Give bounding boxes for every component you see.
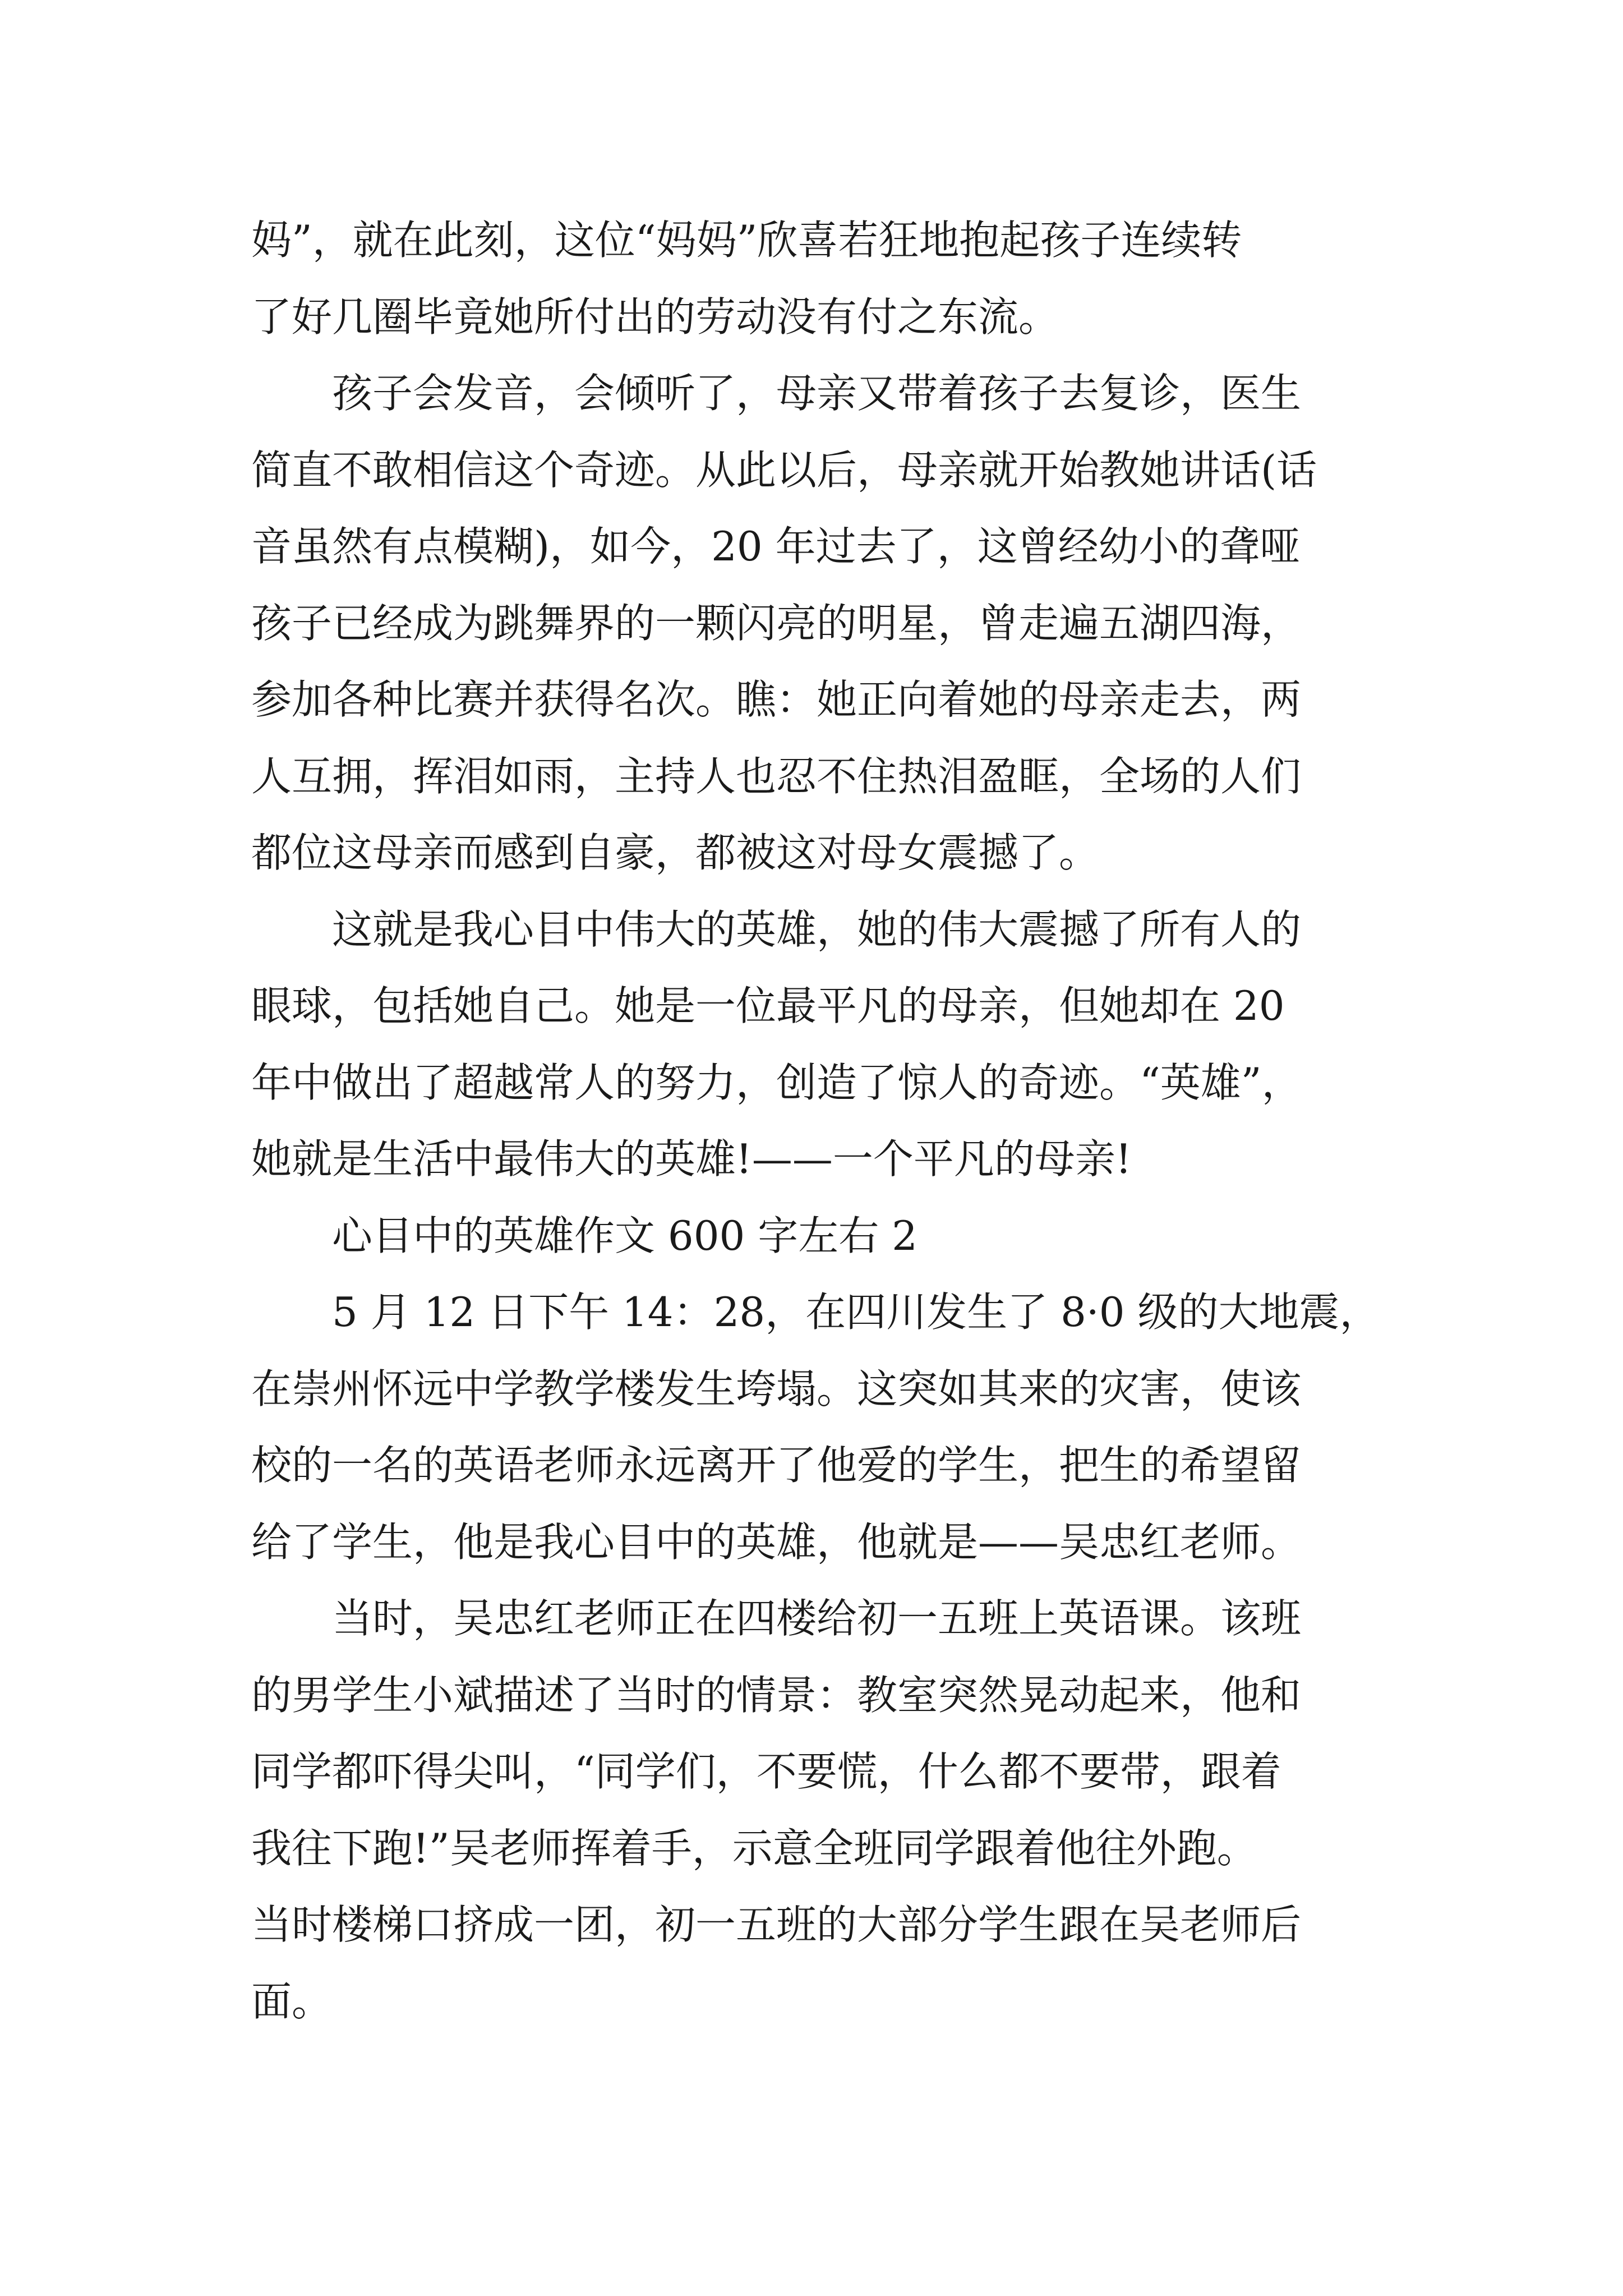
text-line: 孩子已经成为跳舞界的一颗闪亮的明星，曾走遍五湖四海， xyxy=(251,599,1302,647)
text-line: 这就是我心目中伟大的英雄，她的伟大震撼了所有人的 xyxy=(251,905,1302,953)
text-line: 音虽然有点模糊)，如今，20 年过去了，这曾经幼小的聋哑 xyxy=(251,523,1301,570)
text-line: 5 月 12 日下午 14：28，在四川发生了 8·0 级的大地震， xyxy=(251,1289,1380,1336)
text-line: 面。 xyxy=(251,1977,333,2025)
text-line: 的男学生小斌描述了当时的情景：教室突然晃动起来，他和 xyxy=(251,1671,1302,1719)
section-heading: 心目中的英雄作文 600 字左右 2 xyxy=(251,1212,917,1259)
text-line: 妈”，就在此刻，这位“妈妈”欣喜若狂地抱起孩子连续转 xyxy=(251,217,1242,264)
text-line: 给了学生，他是我心目中的英雄，他就是——吴忠红老师。 xyxy=(251,1518,1302,1566)
text-line: 孩子会发音，会倾听了，母亲又带着孩子去复诊，医生 xyxy=(251,370,1302,417)
text-line: 校的一名的英语老师永远离开了他爱的学生，把生的希望留 xyxy=(251,1442,1302,1489)
text-line: 同学都吓得尖叫，“同学们，不要慌，什么都不要带，跟着 xyxy=(251,1748,1281,1795)
text-line: 眼球，包括她自己。她是一位最平凡的母亲，但她却在 20 xyxy=(251,982,1285,1029)
text-line: 都位这母亲而感到自豪，都被这对母女震撼了。 xyxy=(251,829,1100,876)
text-line: 简直不敢相信这个奇迹。从此以后，母亲就开始教她讲话(话 xyxy=(251,446,1317,494)
text-line: 我往下跑!”吴老师挥着手，示意全班同学跟着他往外跑。 xyxy=(251,1824,1257,1872)
text-line: 在崇州怀远中学教学楼发生垮塌。这突如其来的灾害，使该 xyxy=(251,1365,1302,1412)
text-line: 年中做出了超越常人的努力，创造了惊人的奇迹。“英雄”， xyxy=(251,1059,1302,1106)
text-line: 了好几圈毕竟她所付出的劳动没有付之东流。 xyxy=(251,293,1059,341)
text-line: 她就是生活中最伟大的英雄!——一个平凡的母亲! xyxy=(251,1135,1132,1182)
text-line: 人互拥，挥泪如雨，主持人也忍不住热泪盈眶，全场的人们 xyxy=(251,752,1302,800)
text-line: 参加各种比赛并获得名次。瞧：她正向着她的母亲走去，两 xyxy=(251,676,1302,723)
text-line: 当时，吴忠红老师正在四楼给初一五班上英语课。该班 xyxy=(251,1595,1302,1642)
text-line: 当时楼梯口挤成一团，初一五班的大部分学生跟在吴老师后 xyxy=(251,1901,1302,1948)
document-body xyxy=(251,202,1395,2040)
